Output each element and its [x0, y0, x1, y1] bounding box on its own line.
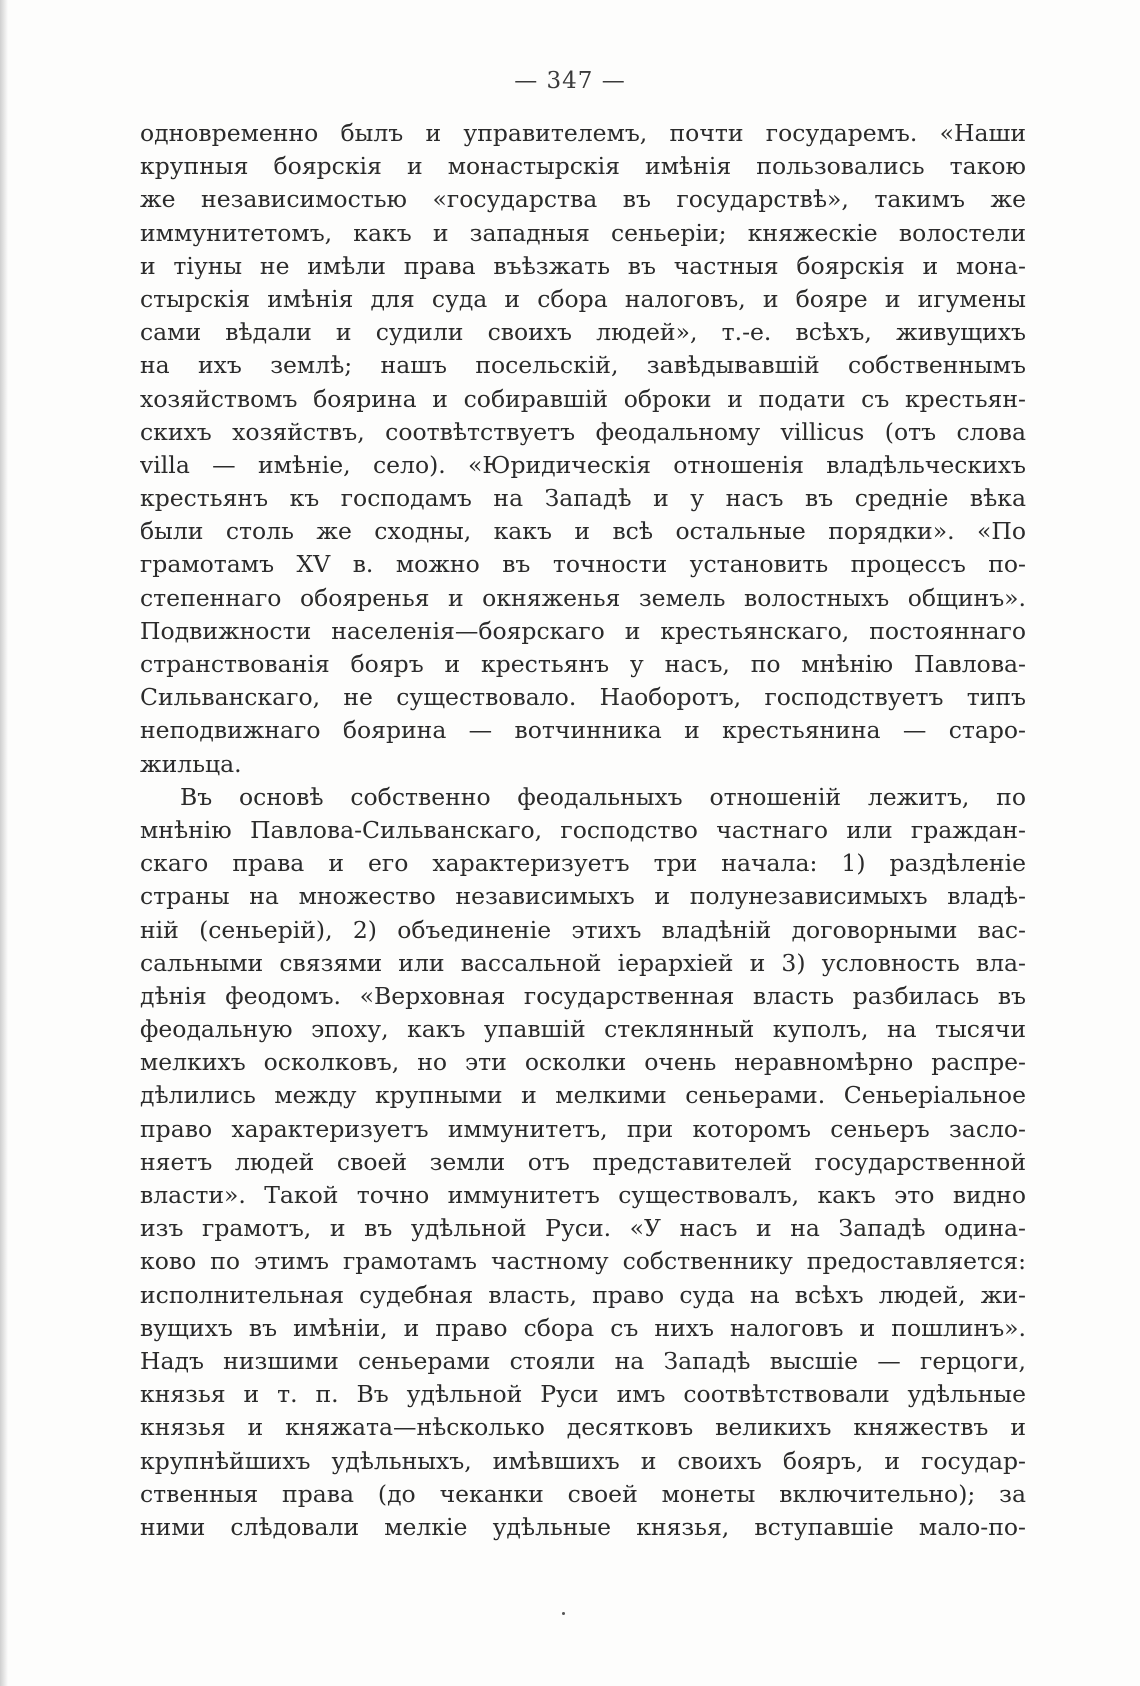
text-line: вущихъ въ имѣніи, и право сбора съ нихъ налоговъ и пошлинъ». — [140, 1313, 1026, 1342]
text-line: villa — имѣніе, село). «Юридическія отношенія владѣльческихъ — [140, 450, 1026, 479]
text-line: на ихъ землѣ; нашъ посельскій, завѣдывавшій собственнымъ — [140, 351, 1026, 380]
text-line: хозяйствомъ боярина и собиравшій оброки и подати съ крестьян- — [140, 384, 1026, 413]
page-edge-shadow — [0, 0, 8, 1686]
text-line: жильца. — [140, 749, 242, 778]
text-line: князья и княжата—нѣсколько десятковъ великихъ княжествъ и — [140, 1413, 1026, 1442]
text-line: неподвижнаго боярина — вотчинника и крестьянина — старо- — [140, 716, 1026, 745]
text-line: феодальную эпоху, какъ упавшій стеклянный куполъ, на тысячи — [140, 1015, 1026, 1044]
text-line: грамотамъ XV в. можно въ точности установить процессъ по- — [140, 550, 1026, 579]
text-line: крупныя боярскія и монастырскія имѣнія пользовались такою — [140, 152, 1026, 181]
text-line: же независимостью «государства въ государствѣ», такимъ же — [140, 185, 1026, 214]
text-line: ній (сеньерій), 2) объединеніе этихъ владѣній договорными вас- — [140, 915, 1026, 944]
text-line: стырскія имѣнія для суда и сбора налоговъ, и бояре и игумены — [140, 284, 1026, 313]
text-line: ними слѣдовали мелкіе удѣльные князья, вступавшіе мало-по- — [140, 1512, 1026, 1541]
text-line: право характеризуетъ иммунитетъ, при которомъ сеньеръ засло- — [140, 1114, 1026, 1143]
text-line: изъ грамотъ, и въ удѣльной Руси. «У насъ и на Западѣ одина- — [140, 1214, 1026, 1243]
text-line: власти». Такой точно иммунитетъ существовалъ, какъ это видно — [140, 1181, 1026, 1209]
text-line: скаго права и его характеризуетъ три начала: 1) раздѣленіе — [140, 849, 1026, 878]
text-line: ково по этимъ грамотамъ частному собственнику предоставляется: — [140, 1247, 1026, 1276]
text-line: дѣнія феодомъ. «Верховная государственная власть разбилась въ — [140, 981, 1026, 1010]
text-line: скихъ хозяйствъ, соотвѣтствуетъ феодальному villicus (отъ слова — [140, 417, 1026, 446]
text-line: странствованія бояръ и крестьянъ у насъ, по мнѣнію Павлова- — [140, 650, 1026, 678]
text-line: сами вѣдали и судили своихъ людей», т.-е. всѣхъ, живущихъ — [140, 318, 1026, 347]
text-line: крестьянъ къ господамъ на Западѣ и у насъ въ средніе вѣка — [140, 484, 1026, 513]
text-line: князья и т. п. Въ удѣльной Руси имъ соотвѣтствовали удѣльные — [140, 1380, 1026, 1409]
body-text — [140, 117, 1026, 1544]
text-line: степеннаго обояренья и окняженья земель волостныхъ общинъ». — [140, 583, 1026, 612]
text-line: страны на множество независимыхъ и полунезависимыхъ владѣ- — [140, 882, 1026, 911]
text-line: Надъ низшими сеньерами стояли на Западѣ высшіе — герцоги, — [140, 1346, 1026, 1375]
text-line: ственныя права (до чеканки своей монеты включительно); за — [140, 1479, 1026, 1508]
text-line: исполнительная судебная власть, право суда на всѣхъ людей, жи- — [140, 1280, 1026, 1309]
text-line: были столь же сходны, какъ и всѣ остальные порядки». «По — [140, 517, 1026, 546]
text-line: мнѣнію Павлова-Сильванскаго, господство частнаго или граждан- — [140, 815, 1026, 844]
text-line-paragraph-start: Въ основѣ собственно феодальныхъ отношеній лежитъ, по — [180, 782, 1026, 811]
ink-speck — [562, 1612, 565, 1615]
text-line: мелкихъ осколковъ, но эти осколки очень неравномѣрно распре- — [140, 1048, 1026, 1077]
text-line: Подвижности населенія—боярскаго и крестьянскаго, постояннаго — [140, 616, 1026, 645]
page-number: — 347 — — [514, 68, 626, 94]
text-line: сальными связями или вассальной іерархіей и 3) условность вла- — [140, 948, 1026, 977]
text-line: няетъ людей своей земли отъ представителей государственной — [140, 1147, 1026, 1176]
text-line: Сильванскаго, не существовало. Наоборотъ, господствуетъ типъ — [140, 683, 1026, 712]
text-line: крупнѣйшихъ удѣльныхъ, имѣвшихъ и своихъ бояръ, и государ- — [140, 1446, 1026, 1475]
text-line: одновременно былъ и управителемъ, почти государемъ. «Наши — [140, 119, 1026, 147]
text-line: дѣлились между крупными и мелкими сеньерами. Сеньеріальное — [140, 1081, 1026, 1110]
text-line: иммунитетомъ, какъ и западныя сеньеріи; княжескіе волостели — [140, 218, 1026, 247]
text-line: и тіуны не имѣли права въѣзжать въ частныя боярскія и мона- — [140, 251, 1026, 280]
